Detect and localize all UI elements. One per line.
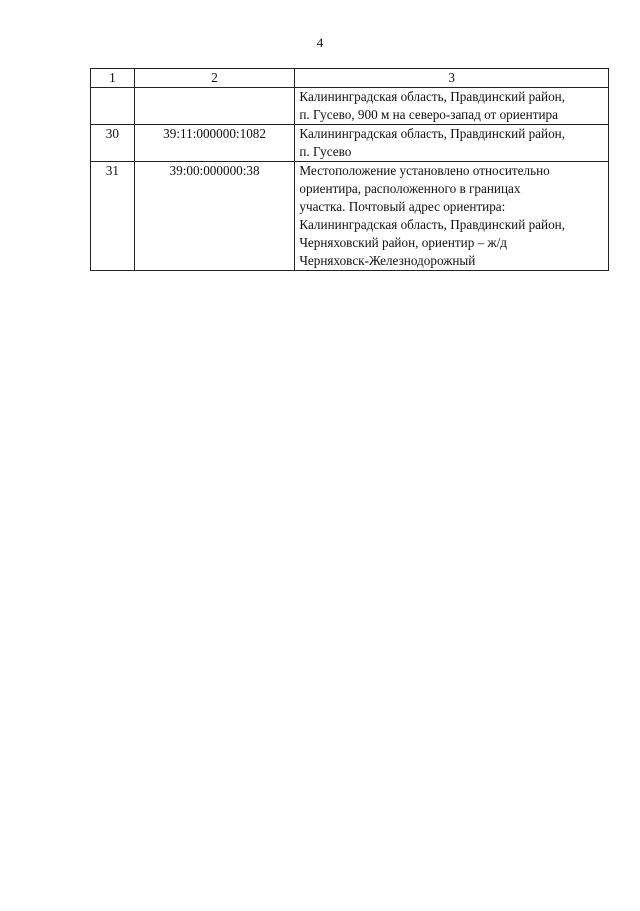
cadastral-number: 39:00:000000:38: [134, 162, 295, 271]
address-line: п. Гусево, 900 м на северо-запад от ориентира: [299, 107, 558, 122]
table-row: [91, 125, 609, 162]
address-line: Калининградская область, Правдинский район,: [299, 217, 566, 232]
column-header-3: 3: [295, 69, 609, 88]
table-row: [91, 88, 609, 125]
cadastral-number: 39:11:000000:1082: [134, 125, 295, 162]
column-header-2: 2: [134, 69, 295, 88]
address-line: ориентира, расположенного в границах: [299, 181, 521, 196]
table-header-row: [91, 69, 609, 88]
row-number: [91, 88, 135, 125]
address-cell: [295, 88, 609, 125]
address-cell: [295, 125, 609, 162]
address-cell: [295, 162, 609, 271]
page-number: 4: [316, 35, 324, 50]
address-line: Калининградская область, Правдинский район,: [299, 89, 566, 104]
row-number: 30: [91, 125, 135, 162]
address-line: Местоположение установлено относительно: [299, 163, 550, 178]
address-line: участка. Почтовый адрес ориентира:: [299, 199, 506, 214]
land-plots-table: [90, 68, 609, 271]
address-line: п. Гусево: [299, 144, 352, 159]
address-line: Черняховский район, ориентир – ж/д: [299, 235, 507, 250]
address-line: Калининградская область, Правдинский район,: [299, 126, 566, 141]
column-header-1: 1: [91, 69, 135, 88]
address-line: Черняховск-Железнодорожный: [299, 253, 476, 268]
row-number: 31: [91, 162, 135, 271]
table-row: [91, 162, 609, 271]
cadastral-number: [134, 88, 295, 125]
